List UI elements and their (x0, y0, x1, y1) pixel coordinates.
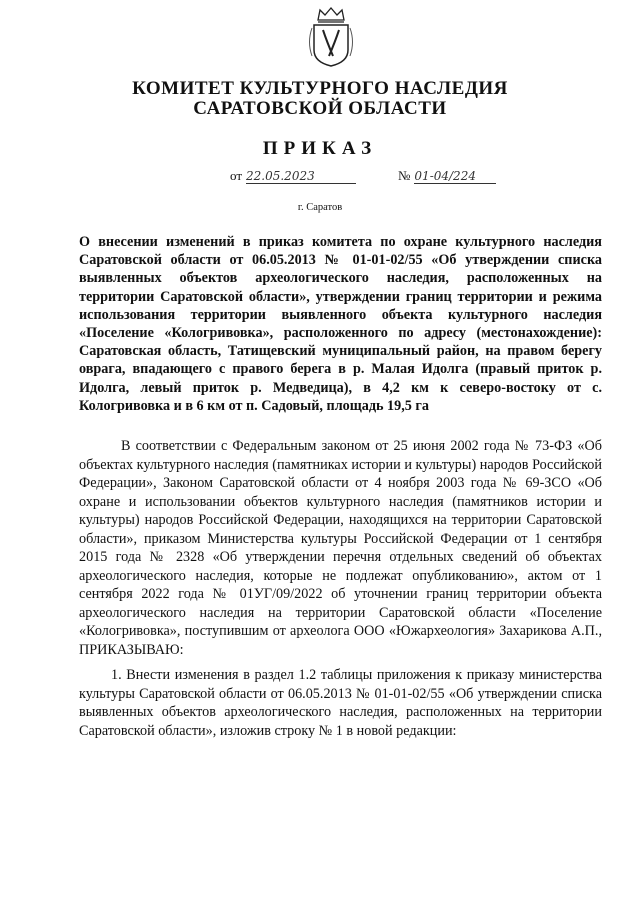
document-type-heading: ПРИКАЗ (262, 138, 378, 159)
committee-name-line-2: САРАТОВСКОЙ ОБЛАСТИ (193, 98, 447, 119)
date-prefix: от (230, 168, 243, 183)
order-title: О внесении изменений в приказ комитета по охране культурного наследия Саратовской области от 06.05.2013 № 01-01-02/55 «Об утверждении списка выявленных объектов археологического наследия, расположенных на территории Саратовской области», утверждении границ территории и режима использования территории выявленного объекта культурного наследия «Поселение «Кологривовка», расположенного по адресу (местонахождение): Саратовская область, Татищевский муниципальный район, на правом берегу оврага, впадающего с правого берега в р. Малая Идолга (правый приток р. Идолга, левый приток р. Медведица), в 4,2 км к северо-востоку от с. Кологривовка и в 6 км от п. Садовый, площадь 19,5 га (79, 234, 602, 414)
number-prefix: № (398, 168, 411, 183)
clause-1-paragraph: 1. Внести изменения в раздел 1.2 таблицы приложения к приказу министерства культуры Саратовской области от 06.05.2013 № 01-01-02/55 «Об утверждении списка выявленных объектов археологического наследия, расположенных на территории Саратовской области», изложив строку № 1 в новой редакции: (79, 667, 602, 739)
coat-of-arms-emblem (306, 6, 356, 68)
handwritten-date: 22.05.2023 (246, 169, 356, 184)
committee-name-line-1: КОМИТЕТ КУЛЬТУРНОГО НАСЛЕДИЯ (132, 78, 508, 99)
date-number-line (230, 168, 496, 184)
city-label: г. Саратов (297, 202, 343, 213)
handwritten-number: 01-04/224 (414, 169, 496, 184)
preamble-paragraph: В соответствии с Федеральным законом от 25 июня 2002 года № 73-ФЗ «Об объектах культурного наследия (памятниках истории и культуры) народов Российской Федерации», Законом Саратовской области от 4 ноября 2003 года № 69-ЗСО «Об охране и использовании объектов культурного наследия (памятников истории и культуры) народов Российской Федерации, находящихся на территории Саратовской области», приказом Министерства культуры Российской Федерации от 1 сентября 2015 года № 2328 «Об утверждении перечня отдельных сведений об объектах археологического наследия, которые не подлежат опубликованию», актом от 1 сентября 2022 года № 01УГ/09/2022 об уточнении границ территории объекта археологического наследия на территории Саратовской области «Поселение «Кологривовка», поступившим от археолога ООО «Южархеология» Захарикова А.П., ПРИКАЗЫВАЮ: (79, 438, 602, 658)
